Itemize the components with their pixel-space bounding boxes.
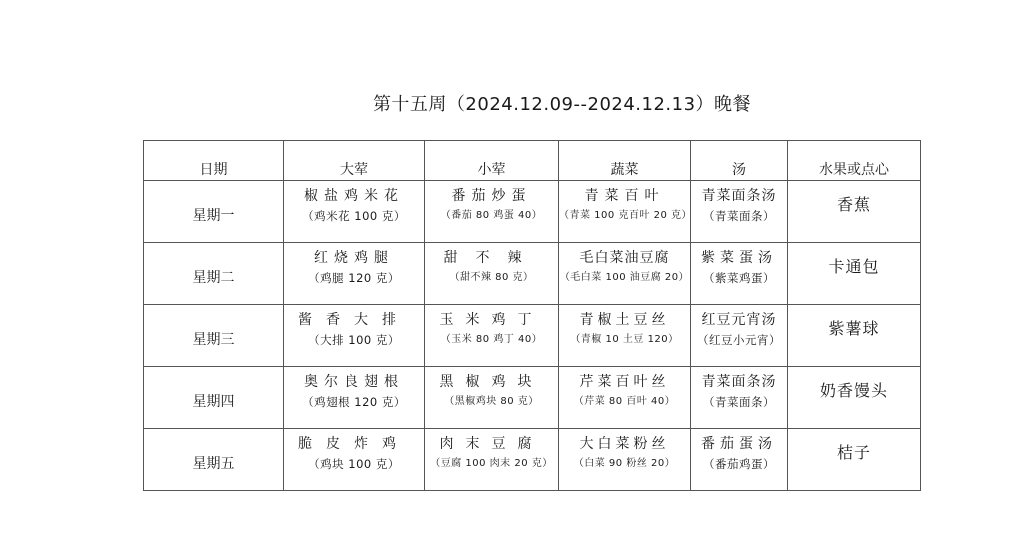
table-row [144, 243, 921, 305]
dish-detail: （青菜 100 克百叶 20 克） [559, 209, 693, 221]
main-meat-cell [284, 181, 425, 243]
table-row [144, 181, 921, 243]
fruit-cell [788, 305, 921, 367]
dish-detail: （鸡块 100 克） [308, 456, 400, 471]
soup-detail: （青菜面条） [703, 394, 775, 409]
dish-name: 脆皮炸鸡 [298, 435, 410, 452]
main-meat-cell [284, 305, 425, 367]
vegetable-cell [559, 243, 691, 305]
fruit-cell [788, 429, 921, 491]
day-cell: 星期五 [144, 429, 284, 491]
dish-detail: （黑椒鸡块 80 克） [444, 395, 539, 407]
fruit-name: 紫薯球 [828, 319, 880, 338]
header-vegetable: 蔬菜 [559, 141, 691, 181]
soup-name: 番茄蛋汤 [701, 435, 777, 452]
dish-name: 甜不辣 [443, 249, 540, 266]
vegetable-cell [559, 429, 691, 491]
vegetable-cell [559, 305, 691, 367]
header-minor-meat: 小荤 [425, 141, 559, 181]
soup-cell [691, 243, 788, 305]
dish-detail: （芹菜 80 百叶 40） [573, 395, 676, 407]
dish-name: 黑椒鸡块 [439, 373, 544, 390]
dish-name: 玉米鸡丁 [439, 311, 544, 328]
dish-detail: （鸡翅根 120 克） [302, 394, 406, 409]
dish-name: 青椒土豆丝 [579, 311, 670, 328]
main-meat-cell [284, 243, 425, 305]
fruit-name: 奶香馒头 [819, 381, 888, 400]
soup-name: 紫菜蛋汤 [701, 249, 777, 266]
header-main-meat: 大荤 [284, 141, 425, 181]
dish-name: 酱香大排 [298, 311, 410, 328]
soup-name: 青菜面条汤 [701, 373, 777, 390]
table-row [144, 305, 921, 367]
fruit-name: 桔子 [836, 443, 871, 462]
header-soup: 汤 [691, 141, 788, 181]
soup-name: 红豆元宵汤 [701, 311, 777, 328]
dish-detail: （青椒 10 土豆 120） [570, 333, 679, 345]
table-row [144, 429, 921, 491]
table-row [144, 367, 921, 429]
day-cell: 星期二 [144, 243, 284, 305]
dish-detail: （鸡米花 100 克） [302, 208, 406, 223]
menu-table [143, 140, 921, 491]
dish-detail: （大排 100 克） [308, 332, 400, 347]
header-date: 日期 [144, 141, 284, 181]
soup-cell [691, 305, 788, 367]
dish-detail: （豆腐 100 肉末 20 克） [430, 457, 553, 469]
soup-detail: （番茄鸡蛋） [703, 456, 775, 471]
soup-detail: （红豆小元宵） [697, 332, 781, 347]
dish-detail: （甜不辣 80 克） [449, 271, 534, 283]
dish-name: 红烧鸡腿 [314, 249, 394, 266]
dish-name: 肉末豆腐 [439, 435, 544, 452]
minor-meat-cell [425, 181, 559, 243]
fruit-name: 卡通包 [828, 257, 880, 276]
dish-detail: （番茄 80 鸡蛋 40） [440, 209, 543, 221]
fruit-name: 香蕉 [836, 195, 871, 214]
page-title: 第十五周（2024.12.09--2024.12.13）晚餐 [372, 94, 752, 115]
soup-cell [691, 367, 788, 429]
soup-cell [691, 181, 788, 243]
minor-meat-cell [425, 429, 559, 491]
dish-detail: （鸡腿 120 克） [308, 270, 400, 285]
header-fruit-snack: 水果或点心 [788, 141, 921, 181]
minor-meat-cell [425, 243, 559, 305]
dish-detail: （白菜 90 粉丝 20） [573, 457, 676, 469]
dish-name: 毛白菜油豆腐 [579, 249, 670, 266]
soup-detail: （紫菜鸡蛋） [703, 270, 775, 285]
fruit-cell [788, 181, 921, 243]
dish-detail: （玉米 80 鸡丁 40） [440, 333, 543, 345]
main-meat-cell [284, 429, 425, 491]
dish-name: 奥尔良翅根 [304, 373, 404, 390]
vegetable-cell [559, 367, 691, 429]
soup-detail: （青菜面条） [703, 208, 775, 223]
main-meat-cell [284, 367, 425, 429]
fruit-cell [788, 243, 921, 305]
soup-cell [691, 429, 788, 491]
dish-name: 青菜百叶 [584, 187, 665, 204]
day-cell: 星期一 [144, 181, 284, 243]
minor-meat-cell [425, 367, 559, 429]
dish-detail: （毛白菜 100 油豆腐 20） [559, 271, 690, 283]
fruit-cell [788, 367, 921, 429]
day-cell: 星期四 [144, 367, 284, 429]
soup-name: 青菜面条汤 [701, 187, 777, 204]
vegetable-cell [559, 181, 691, 243]
minor-meat-cell [425, 305, 559, 367]
day-cell: 星期三 [144, 305, 284, 367]
table-header-row [144, 141, 921, 181]
dish-name: 椒盐鸡米花 [304, 187, 404, 204]
dish-name: 番茄炒蛋 [451, 187, 532, 204]
dish-name: 芹菜百叶丝 [579, 373, 670, 390]
dish-name: 大白菜粉丝 [579, 435, 670, 452]
